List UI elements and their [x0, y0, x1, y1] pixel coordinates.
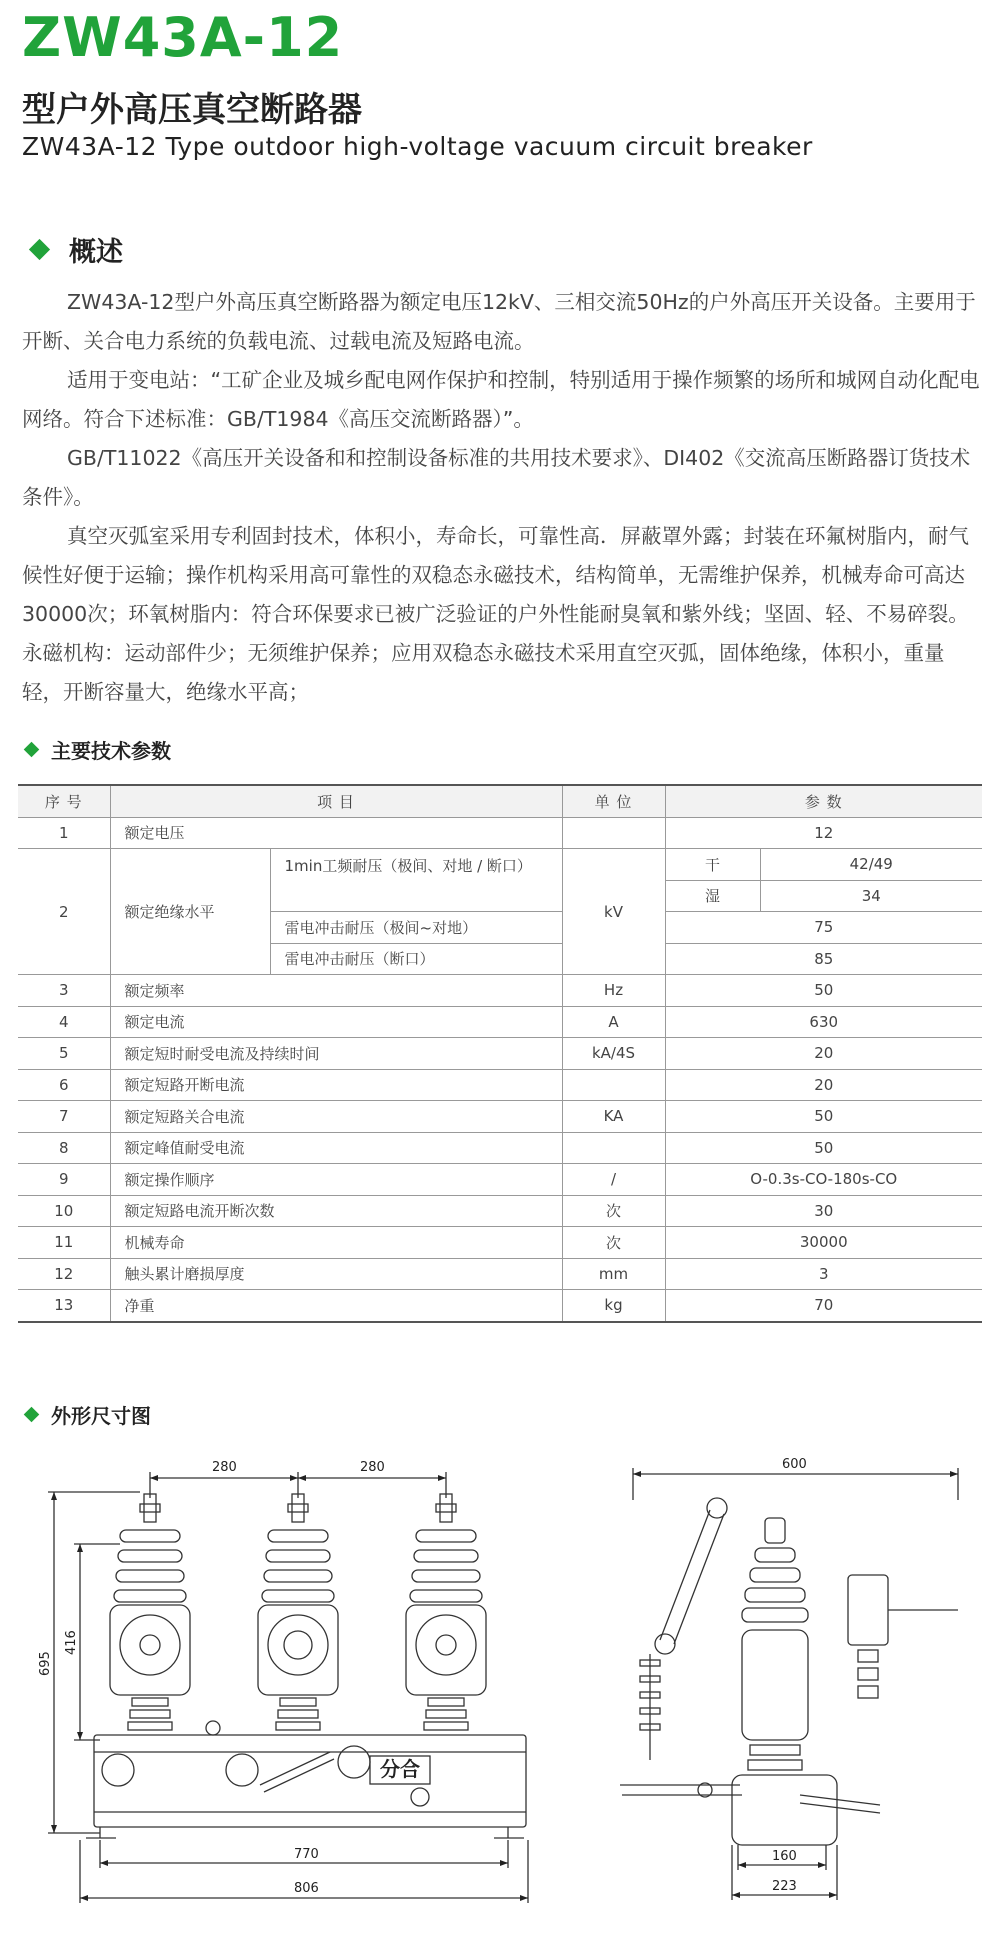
- cell-no: 2: [18, 849, 110, 975]
- cell-item: 额定短时耐受电流及持续时间: [110, 1038, 562, 1070]
- cell-item: 额定短路电流开断次数: [110, 1195, 562, 1227]
- overview-paragraph-4: [22, 517, 982, 712]
- cell-no: 10: [18, 1195, 110, 1227]
- cell-unit: kg: [562, 1290, 665, 1322]
- cell-unit: Hz: [562, 975, 665, 1007]
- dim-base-outer: 806: [294, 1881, 319, 1896]
- cell-item: 额定短路关合电流: [110, 1101, 562, 1133]
- cell-subitem: 雷电冲击耐压（极间~对地）: [270, 912, 562, 944]
- table-header-row: [18, 785, 982, 817]
- spec-table: [18, 784, 982, 1323]
- cell-item: 额定短路开断电流: [110, 1069, 562, 1101]
- cell-no: 11: [18, 1227, 110, 1259]
- cell-value: 12: [665, 817, 982, 849]
- cell-item: 额定峰值耐受电流: [110, 1132, 562, 1164]
- cell-dry-label: 干: [665, 849, 760, 881]
- cell-value: 630: [665, 1006, 982, 1038]
- header-no: 序 号: [18, 785, 110, 817]
- specs-heading-text: 主要技术参数: [51, 739, 171, 763]
- cell-unit: kA/4S: [562, 1038, 665, 1070]
- overview-p2: 适用于变电站：“工矿企业及城乡配电网作保护和控制，特别适用于操作频繁的场所和城网自动化配电网络。符合下述标准：GB/T1984《高压交流断路器）”。: [22, 368, 980, 431]
- table-row: [18, 1164, 982, 1196]
- cell-item: 额定操作顺序: [110, 1164, 562, 1196]
- cell-no: 5: [18, 1038, 110, 1070]
- header-unit: 单 位: [562, 785, 665, 817]
- product-title-cn: 型户外高压真空断路器: [22, 90, 362, 130]
- cell-no: 13: [18, 1290, 110, 1322]
- table-row: [18, 1069, 982, 1101]
- cell-value: 42/49: [760, 849, 982, 881]
- cell-value: 3: [665, 1258, 982, 1290]
- cell-unit: [562, 1069, 665, 1101]
- table-row: [18, 975, 982, 1007]
- cell-item: 净重: [110, 1290, 562, 1322]
- table-row: [18, 1195, 982, 1227]
- cell-subitem: 雷电冲击耐压（断口）: [270, 943, 562, 975]
- table-row: [18, 1290, 982, 1322]
- overview-paragraph-2: [22, 361, 982, 439]
- cell-item: 额定电压: [110, 817, 562, 849]
- cell-unit: 次: [562, 1195, 665, 1227]
- cell-value: 20: [665, 1069, 982, 1101]
- cell-value: 50: [665, 1101, 982, 1133]
- header-param: 参 数: [665, 785, 982, 817]
- cell-item: 触头累计磨损厚度: [110, 1258, 562, 1290]
- cell-no: 4: [18, 1006, 110, 1038]
- dim-total-height: 695: [38, 1651, 53, 1676]
- model-title: ZW43A-12: [22, 6, 344, 69]
- table-row: [18, 1258, 982, 1290]
- cell-value: 30000: [665, 1227, 982, 1259]
- cell-no: 7: [18, 1101, 110, 1133]
- overview-heading: [32, 230, 123, 269]
- overview-p1: ZW43A-12型户外高压真空断路器为额定电压12kV、三相交流50Hz的户外高压开关设备。主要用于开断、关合电力系统的负载电流、过载电流及短路电流。: [22, 290, 976, 353]
- cell-unit: A: [562, 1006, 665, 1038]
- overview-paragraph-3: [22, 439, 982, 517]
- cell-unit: /: [562, 1164, 665, 1196]
- cell-item: 额定绝缘水平: [110, 849, 270, 975]
- dim-pitch-left: 280: [212, 1460, 237, 1475]
- drawing-heading-text: 外形尺寸图: [51, 1404, 151, 1428]
- cell-item: 额定电流: [110, 1006, 562, 1038]
- cell-value: 50: [665, 975, 982, 1007]
- dim-side-base-outer: 223: [772, 1879, 797, 1894]
- dim-upper-height: 416: [64, 1630, 79, 1655]
- table-row: [18, 1038, 982, 1070]
- cell-unit: mm: [562, 1258, 665, 1290]
- dimension-drawing: [0, 1440, 1000, 1940]
- cell-no: 9: [18, 1164, 110, 1196]
- cell-value: 75: [665, 912, 982, 944]
- dim-pitch-right: 280: [360, 1460, 385, 1475]
- diamond-bullet-icon: [29, 239, 50, 260]
- cell-item: 额定频率: [110, 975, 562, 1007]
- cell-no: 3: [18, 975, 110, 1007]
- overview-paragraph-1: [22, 283, 982, 361]
- cell-item: 机械寿命: [110, 1227, 562, 1259]
- cell-value: 70: [665, 1290, 982, 1322]
- cell-value: 30: [665, 1195, 982, 1227]
- cell-value: 50: [665, 1132, 982, 1164]
- overview-heading-text: 概述: [69, 237, 123, 268]
- cell-value: 34: [760, 880, 982, 912]
- diamond-bullet-icon: [24, 1407, 40, 1423]
- cell-value: 20: [665, 1038, 982, 1070]
- product-title-en: ZW43A-12 Type outdoor high-voltage vacuum circuit breaker: [22, 132, 813, 161]
- cell-unit: kV: [562, 849, 665, 975]
- cell-unit: 次: [562, 1227, 665, 1259]
- table-row: [18, 817, 982, 849]
- specs-heading: [26, 735, 171, 764]
- table-row: [18, 849, 982, 881]
- cell-wet-label: 湿: [665, 880, 760, 912]
- header-item: 项 目: [110, 785, 562, 817]
- cell-unit: [562, 1132, 665, 1164]
- overview-p4: 真空灭弧室采用专利固封技术，体积小，寿命长，可靠性高．屏蔽罩外露；封装在环氟树脂内，耐气候性好便于运输；操作机构采用高可靠性的双稳态永磁技术，结构简单，无需维护保养，机械寿命可高达30000次；环氧树脂内：符合环保要求已被广泛验证的户外性能耐臭氧和紫外线；坚固、轻、不易碎裂。永磁机构：运动部件少；无须维护保养；应用双稳态永磁技术采用直空灭弧，固体绝缘，体积小，重量轻，开断容量大，绝缘水平高；: [22, 524, 969, 704]
- cell-value: O-0.3s-CO-180s-CO: [665, 1164, 982, 1196]
- table-row: [18, 1227, 982, 1259]
- table-row: [18, 1132, 982, 1164]
- cell-no: 6: [18, 1069, 110, 1101]
- cell-no: 12: [18, 1258, 110, 1290]
- dim-base-inner: 770: [294, 1847, 319, 1862]
- table-row: [18, 1006, 982, 1038]
- drawing-heading: [26, 1400, 151, 1429]
- diamond-bullet-icon: [24, 742, 40, 758]
- dim-side-width: 600: [782, 1457, 807, 1472]
- panel-label: 分合: [380, 1757, 420, 1781]
- cell-no: 1: [18, 817, 110, 849]
- table-row: [18, 1101, 982, 1133]
- overview-p3: GB/T11022《高压开关设备和和控制设备标准的共用技术要求》、DI402《交流高压断路器订货技术条件》。: [22, 446, 971, 509]
- cell-value: 85: [665, 943, 982, 975]
- cell-no: 8: [18, 1132, 110, 1164]
- dim-side-base-inner: 160: [772, 1849, 797, 1864]
- cell-subitem: 1min工频耐压（极间、对地 / 断口）: [270, 849, 562, 912]
- cell-unit: KA: [562, 1101, 665, 1133]
- cell-unit: [562, 817, 665, 849]
